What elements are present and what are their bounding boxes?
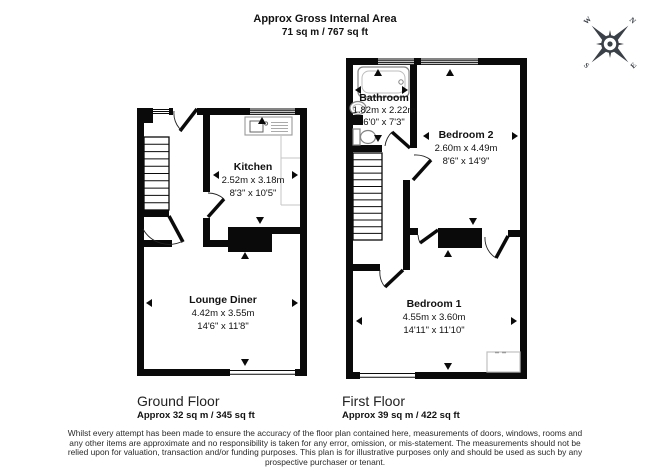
- disclaimer-line: relied upon for valuation, transaction and/or funding purposes. This plan is for illustrative purposes only and should be used as such by any: [67, 447, 583, 458]
- compass-south-label: S: [581, 60, 592, 71]
- bedroom1-label: Bedroom 1: [406, 298, 462, 310]
- lounge-imperial-dims: 14'6" x 11'8": [197, 321, 249, 332]
- page-title: Approx Gross Internal Area: [253, 13, 397, 25]
- first-floor-name: First Floor: [342, 393, 405, 409]
- kitchen-metric-dims: 2.52m x 3.18m: [221, 175, 285, 186]
- bedroom2-label: Bedroom 2: [438, 129, 494, 141]
- first-staircase: [353, 153, 382, 240]
- bedroom1-window: [360, 374, 415, 378]
- kitchen-door: [208, 193, 224, 217]
- disclaimer: [0, 429, 650, 467]
- ground-floor-area: Approx 32 sq m / 345 sq ft: [137, 410, 255, 421]
- landing-door: [418, 230, 438, 243]
- bedroom1-door: [380, 270, 403, 287]
- cupboard-outline: [487, 352, 520, 372]
- kitchen-label: Kitchen: [233, 161, 273, 173]
- disclaimer-line: any other items are approximate and no responsibility is taken for any error, omission, or mis-statement. The measurements should not be: [69, 437, 581, 448]
- bathroom-window: [378, 59, 414, 64]
- compass-rose-icon: [578, 8, 642, 72]
- kitchen-window: [250, 109, 295, 114]
- bedroom1-metric-dims: 4.55m x 3.60m: [402, 312, 466, 323]
- kitchen-sink-unit-icon: [245, 117, 292, 135]
- bedroom1-imperial-dims: 14'11" x 11'10": [403, 325, 465, 336]
- bathroom-label: Bathroom: [359, 92, 409, 104]
- header: [0, 13, 650, 38]
- cupboard-door: [485, 236, 508, 258]
- bathroom-metric-dims: 1.82m x 2.22m: [352, 105, 416, 116]
- disclaimer-line: Whilst every attempt has been made to ensure the accuracy of the floor plan contained here, measurements of doors, windows, rooms and: [67, 428, 583, 438]
- lounge-label: Lounge Diner: [189, 294, 257, 306]
- hall-window: [151, 110, 169, 114]
- lounge-metric-dims: 4.42m x 3.55m: [191, 308, 255, 319]
- bedroom2-window: [421, 59, 478, 64]
- compass-west-label: W: [581, 14, 594, 27]
- kitchen-imperial-dims: 8'3" x 10'5": [229, 188, 277, 199]
- compass-north-label: N: [627, 15, 638, 26]
- ground-floor-plan: [125, 95, 317, 387]
- disclaimer-line: prospective purchaser or tenant.: [264, 456, 386, 467]
- gross-area-value: 71 sq m / 767 sq ft: [281, 27, 369, 38]
- lounge-window: [230, 371, 295, 375]
- toilet-icon: [353, 129, 376, 145]
- bedroom2-metric-dims: 2.60m x 4.49m: [434, 143, 498, 154]
- ground-staircase: [144, 137, 169, 210]
- first-floor-plan: [340, 52, 535, 387]
- entrance-door: [174, 109, 197, 131]
- bathroom-imperial-dims: 6'0" x 7'3": [363, 117, 405, 128]
- kitchen-counter-outline: [281, 135, 300, 205]
- compass-east-label: E: [628, 60, 639, 71]
- bedroom2-imperial-dims: 8'6" x 14'9": [442, 156, 490, 167]
- bathroom-door: [385, 132, 410, 148]
- first-floor-area: Approx 39 sq m / 422 sq ft: [342, 410, 460, 421]
- bedroom2-door: [413, 155, 431, 180]
- ground-floor-name: Ground Floor: [137, 393, 220, 409]
